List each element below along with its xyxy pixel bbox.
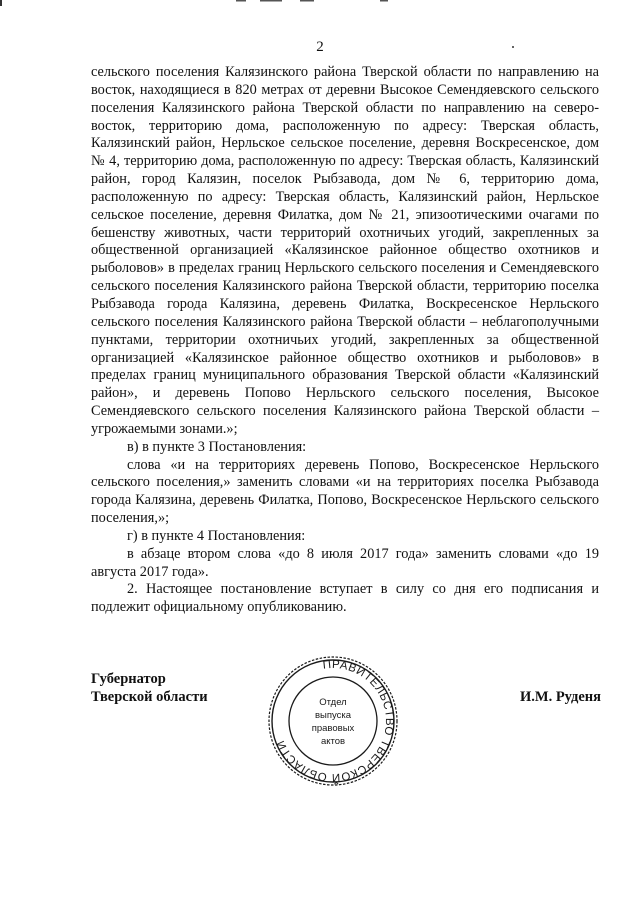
paragraph-effective-date: 2. Настоящее постановление вступает в силу со дня его подписания и подлежит официальному опубликованию. — [91, 581, 599, 616]
stamp-center-line-4: актов — [320, 736, 346, 747]
signature-block — [91, 658, 601, 784]
signatory-position-line1: Губернатор — [91, 671, 166, 687]
scan-edge-marks — [0, 0, 640, 8]
paragraph-item-v: в) в пункте 3 Постановления: — [127, 438, 307, 455]
official-stamp — [267, 655, 399, 787]
paragraph-item-v-text: слова «и на территориях деревень Попово, Воскресенское Нерльского сельского поселения,» заменить словами «и на территориях поселка Рыбзавода города Калязина, деревень Филатка, Попово, Воскресенское Нерльского сельского поселения,»; — [91, 456, 599, 527]
document-body — [91, 64, 599, 617]
signatory-position-line2: Тверской области — [91, 689, 208, 705]
signatory-position — [91, 670, 261, 706]
paragraph-territories: сельского поселения Калязинского района Тверской области по направлению на восток, находящиеся в 820 метрах от деревни Высокое Семендяевского сельского поселения Калязинского района Тверской области по направлению на северо-восток, территорию дома, расположенную по адресу: Тверская область, Калязинский район, Нерльское сельское поселение, деревня Воскресенское, дом № 4, территорию дома, расположенную по адресу: Тверская область, Калязинский район, город Калязин, поселок Рыбзавода, дом № 6, территорию дома, расположенную по адресу: Тверская область, Калязинский район, Нерльское сельское поселение, деревня Филатка, дом № 21, эпизоотическими очагами по бешенству животных, части территорий охотничьих угодий, закрепленных за общественной организацией «Калязинское районное общество охотников и рыболовов» в пределах границ Нерльского сельского поселения и Семендяевского сельского поселения Калязинского района Тверской области, территорию поселка Рыбзавода города Калязина, деревень Филатка, Воскресенское Нерльского сельского поселения Калязинского района Тверской области – неблагополучными пунктами, территории охотничьих угодий, закрепленных за общественной организацией «Калязинское районное общество охотников и рыболовов» в пределах границ муниципального образования Тверской области «Калязинский район», и деревень Попово Нерльского сельского поселения, Высокое Семендяевского сельского поселения Калязинского района Тверской области – угрожаемыми зонами.»; — [91, 64, 599, 437]
stamp-seal-icon — [267, 655, 399, 787]
stamp-center-line-1: Отдел — [319, 697, 347, 708]
stamp-center-line-3: правовых — [311, 723, 355, 734]
paragraph-item-g: г) в пункте 4 Постановления: — [127, 527, 306, 544]
scan-dot — [512, 46, 514, 48]
stamp-center-line-2: выпуска — [314, 710, 352, 721]
page-number: 2 — [316, 39, 324, 55]
stamp-ring-text: ПРАВИТЕЛЬСТВО ТВЕРСКОЙ ОБЛАСТИ — [274, 658, 396, 784]
signatory-name: И.М. Руденя — [519, 689, 601, 705]
paragraph-item-g-text: в абзаце втором слова «до 8 июля 2017 года» заменить словами «до 19 августа 2017 года». — [91, 545, 599, 580]
